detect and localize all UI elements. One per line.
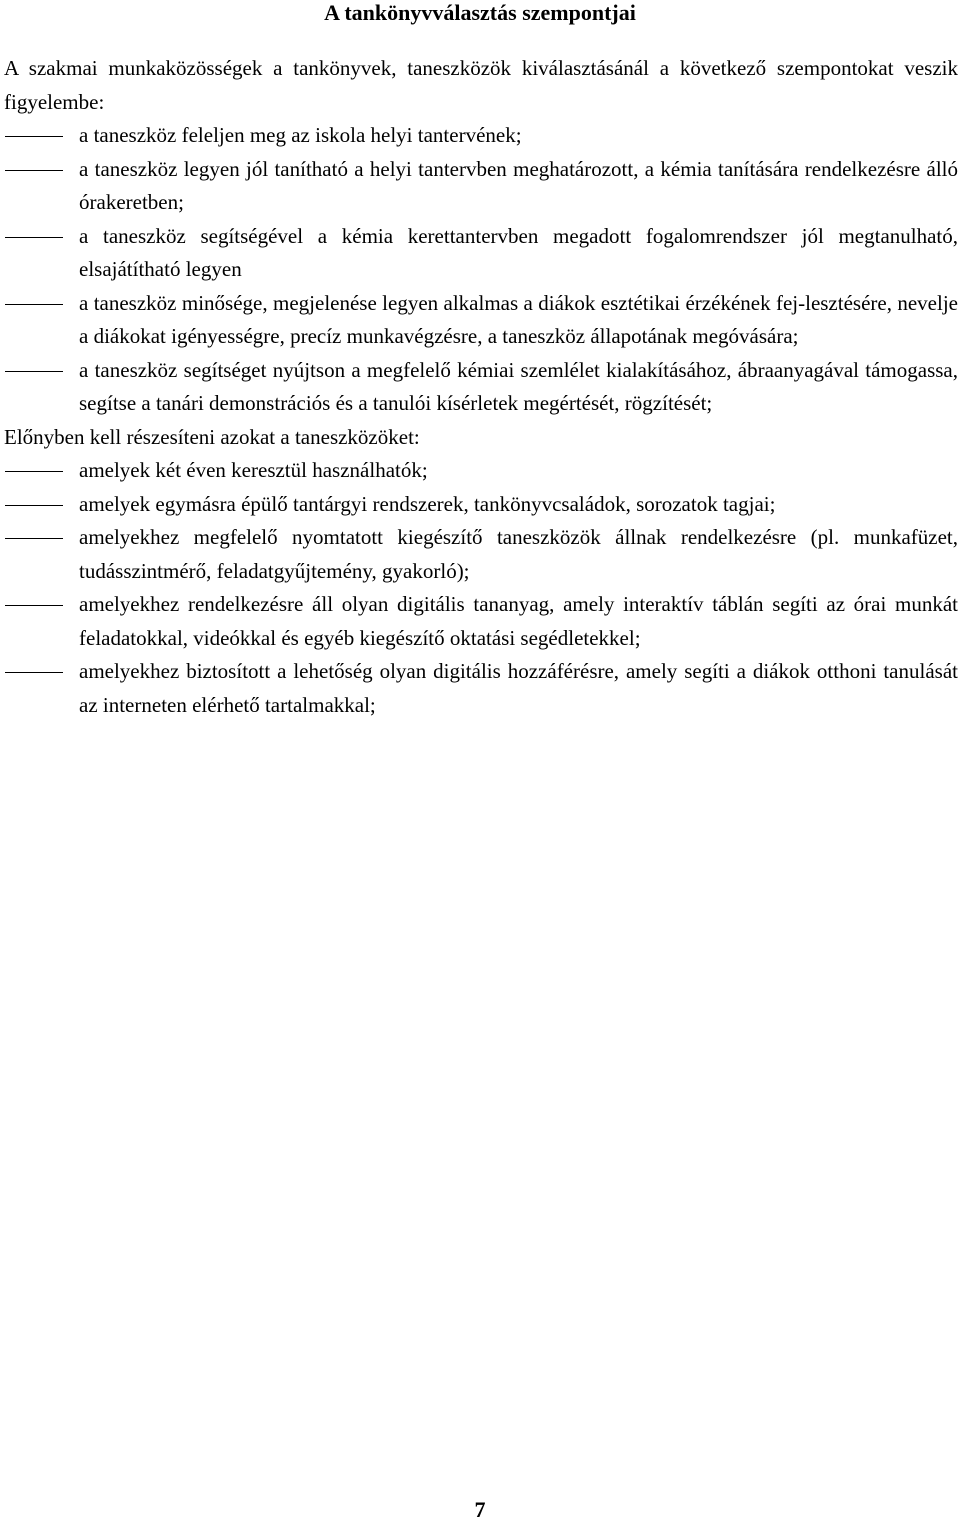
preference-intro: Előnyben kell részesíteni azokat a taneszközöket:: [4, 424, 420, 449]
list-item-text: amelyek egymásra épülő tantárgyi rendszerek, tankönyvcsaládok, sorozatok tagjai;: [79, 491, 776, 516]
list-item: [4, 220, 958, 287]
page-number: 7: [474, 1497, 486, 1522]
list-item: [4, 287, 958, 354]
list-item: [4, 655, 958, 722]
list-item-text: a taneszköz segítséget nyújtson a megfelelő kémiai szemlélet kialakításához, ábraanyagával támogassa, segítse a tanári demonstrációs és a tanulói kísérletek megértését, rögzítését;: [79, 357, 958, 415]
list-item: [4, 119, 958, 153]
document-body: [4, 52, 958, 722]
list-item: [4, 454, 958, 488]
list-item-text: amelyekhez megfelelő nyomtatott kiegészítő taneszközök állnak rendelkezésre (pl. munkafüzet, tudásszintmérő, feladatgyűjtemény, gyakorló);: [79, 525, 958, 583]
list-item-text: a taneszköz segítségével a kémia kerettantervben megadott fogalomrendszer jól megtanulható, elsajátítható legyen: [79, 223, 958, 281]
list-item: [4, 488, 958, 522]
list-item-text: amelyekhez biztosított a lehetőség olyan digitális hozzáférésre, amely segíti a diákok otthoni tanulását az interneten elérhető tartalmakkal;: [79, 659, 958, 717]
list-item-text: a taneszköz minősége, megjelenése legyen alkalmas a diákok esztétikai érzékének fej-lesztésére, nevelje a diákokat igényességre, precíz munkavégzésre, a taneszköz állapotának megóvására;: [79, 290, 958, 348]
preference-list: [4, 454, 958, 722]
intro-paragraph: A szakmai munkaközösségek a tankönyvek, taneszközök kiválasztásánál a következő szempontokat veszik figyelembe:: [4, 56, 958, 114]
list-item: [4, 521, 958, 588]
page-title: A tankönyvválasztás szempontjai: [324, 0, 636, 25]
list-item-text: amelyekhez rendelkezésre áll olyan digitális tananyag, amely interaktív táblán segíti az órai munkát feladatokkal, videókkal és egyéb kiegészítő oktatási segédletekkel;: [79, 592, 958, 650]
list-item: [4, 588, 958, 655]
list-item: [4, 153, 958, 220]
list-item: [4, 354, 958, 421]
list-item-text: amelyek két éven keresztül használhatók;: [79, 458, 428, 482]
list-item-text: a taneszköz legyen jól tanítható a helyi tantervben meghatározott, a kémia tanítására rendelkezésre álló órakeretben;: [79, 156, 958, 214]
list-item-text: a taneszköz feleljen meg az iskola helyi tantervének;: [79, 123, 522, 147]
criteria-list: [4, 119, 958, 421]
